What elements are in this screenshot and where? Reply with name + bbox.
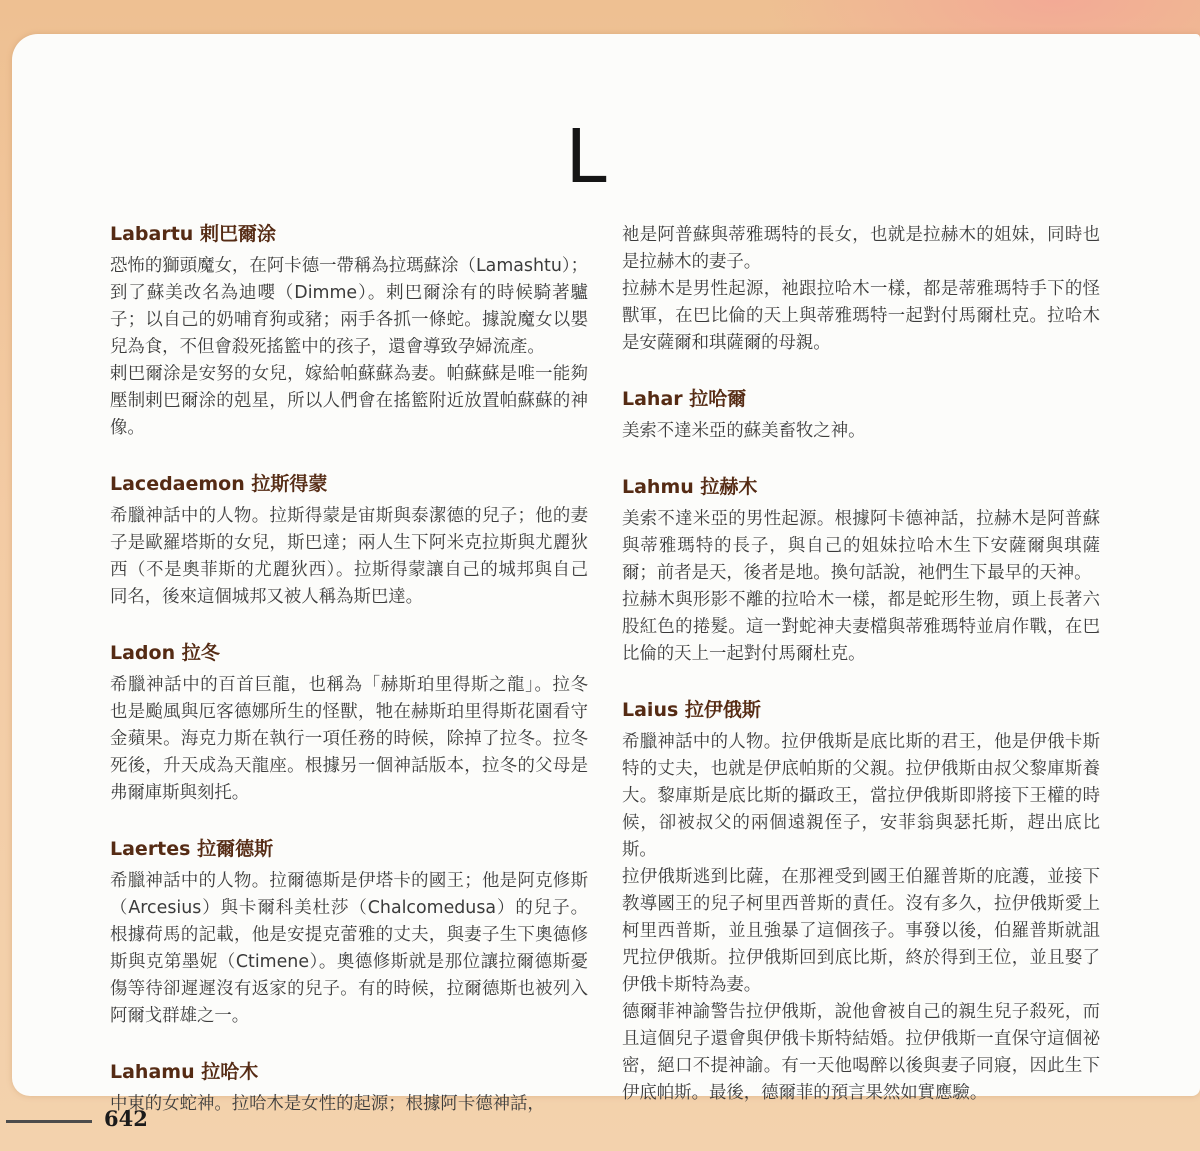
entry-paragraph: 拉赫木是男性起源，祂跟拉哈木一樣，都是蒂雅瑪特手下的怪獸軍，在巴比倫的天上與蒂雅瑪特一起對付馬爾杜克。拉哈木是安薩爾和琪薩爾的母親。 [622,279,1100,353]
term-latin: Ladon [110,642,176,664]
entry-paragraph: 祂是阿普蘇與蒂雅瑪特的長女，也就是拉赫木的姐妹，同時也是拉赫木的妻子。 [622,225,1100,272]
term-latin: Laius [622,699,679,721]
entry-paragraph: 希臘神話中的人物。拉爾德斯是伊塔卡的國王；他是阿克修斯（Arcesius）與卡爾科美杜莎（Chalcomedusa）的兒子。根據荷馬的記載，他是安提克蕾雅的丈夫，與妻子生下奧德修斯與克第墨妮（Ctimene）。奧德修斯就是那位讓拉爾德斯憂傷等待卻遲遲沒有返家的兒子。有的時候，拉爾德斯也被列入阿爾戈群雄之一。 [110,871,588,1026]
entry-laertes [110,837,588,1030]
footer-rule [6,1120,92,1123]
term-chinese: 拉赫木 [700,476,758,498]
entry-laius [622,698,1100,1107]
two-column-text-area [12,186,1200,1118]
entry-paragraph: 德爾菲神諭警告拉伊俄斯，說他會被自己的親生兒子殺死，而且這個兒子還會與伊俄卡斯特結婚。拉伊俄斯一直保守這個祕密，絕口不提神諭。有一天他喝醉以後與妻子同寢，因此生下伊底帕斯。最後，德爾菲的預言果然如實應驗。 [622,1002,1100,1103]
entry-paragraph: 拉赫木與形影不離的拉哈木一樣，都是蛇形生物，頭上長著六股紅色的捲髮。這一對蛇神夫妻檔與蒂雅瑪特並肩作戰，在巴比倫的天上一起對付馬爾杜克。 [622,590,1100,664]
left-column [110,222,588,1118]
term-latin: Lacedaemon [110,473,245,495]
term-chinese: 拉哈爾 [689,388,747,410]
entry-paragraph: 拉伊俄斯逃到比薩，在那裡受到國王伯羅普斯的庇護，並接下教導國王的兒子柯里西普斯的責任。沒有多久，拉伊俄斯愛上柯里西普斯，並且強暴了這個孩子。事發以後，伯羅普斯就詛咒拉伊俄斯。拉伊俄斯回到底比斯，終於得到王位，並且娶了伊俄卡斯特為妻。 [622,867,1100,995]
term-chinese: 拉冬 [181,642,220,664]
entry-paragraph: 美索不達米亞的男性起源。根據阿卡德神話，拉赫木是阿普蘇與蒂雅瑪特的長子，與自己的姐妹拉哈木生下安薩爾與琪薩爾；前者是天，後者是地。換句話說，祂們生下最早的天神。 [622,509,1100,583]
right-column [622,222,1100,1118]
entry-heading [110,222,588,246]
term-latin: Laertes [110,838,191,860]
entry-paragraph: 希臘神話中的人物。拉斯得蒙是宙斯與泰潔德的兒子；他的妻子是歐羅塔斯的女兒，斯巴達；兩人生下阿米克拉斯與尤麗狄西（不是奧菲斯的尤麗狄西）。拉斯得蒙讓自己的城邦與自己同名，後來這個城邦又被人稱為斯巴達。 [110,506,588,607]
term-latin: Labartu [110,223,194,245]
page-number: 642 [104,1106,148,1131]
entry-labartu [110,222,588,442]
entry-heading [110,837,588,861]
entry-ladon [110,641,588,807]
entry-paragraph: 剌巴爾涂是安努的女兒，嫁給帕蘇蘇為妻。帕蘇蘇是唯一能夠壓制剌巴爾涂的剋星，所以人們會在搖籃附近放置帕蘇蘇的神像。 [110,364,588,438]
term-latin: Lahamu [110,1061,195,1083]
term-chinese: 拉伊俄斯 [684,699,761,721]
entry-heading [110,641,588,665]
entry-heading [110,1060,588,1084]
entry-heading [110,472,588,496]
term-chinese: 剌巴爾涂 [199,223,276,245]
entry-lahamu-continuation [622,222,1100,357]
term-latin: Lahar [622,388,683,410]
term-chinese: 拉斯得蒙 [251,473,328,495]
entry-paragraph: 美索不達米亞的蘇美畜牧之神。 [622,421,866,441]
term-chinese: 拉爾德斯 [197,838,274,860]
page-footer [0,1104,300,1138]
entry-heading [622,475,1100,499]
entry-paragraph: 希臘神話中的人物。拉伊俄斯是底比斯的君王，他是伊俄卡斯特的丈夫，也就是伊底帕斯的父親。拉伊俄斯由叔父黎庫斯養大。黎庫斯是底比斯的攝政王，當拉伊俄斯即將接下王權的時候，卻被叔父的兩個遠親侄子，安菲翁與瑟托斯，趕出底比斯。 [622,732,1100,860]
term-chinese: 拉哈木 [201,1061,259,1083]
entry-paragraph: 恐怖的獅頭魔女，在阿卡德一帶稱為拉瑪蘇涂（Lamashtu）；到了蘇美改名為迪嚶（Dimme）。剌巴爾涂有的時候騎著驢子；以自己的奶哺育狗或豬；兩手各抓一條蛇。據說魔女以嬰兒為食，不但會殺死搖籃中的孩子，還會導致孕婦流產。 [110,256,588,357]
entry-paragraph: 希臘神話中的百首巨龍，也稱為「赫斯珀里得斯之龍」。拉冬也是颱風與厄客德娜所生的怪獸，牠在赫斯珀里得斯花園看守金蘋果。海克力斯在執行一項任務的時候，除掉了拉冬。拉冬死後，升天成為天龍座。根據另一個神話版本，拉冬的父母是弗爾庫斯與刻托。 [110,675,588,803]
section-letter-heading: L [565,114,607,200]
term-latin: Lahmu [622,476,694,498]
entry-lacedaemon [110,472,588,611]
entry-lahmu [622,475,1100,668]
book-page [12,34,1200,1114]
entry-heading [622,698,1100,722]
entry-heading [622,387,1100,411]
entry-lahar [622,387,1100,445]
entry-paragraph: 中東的女蛇神。拉哈木是女性的起源；根據阿卡德神話， [110,1094,545,1114]
